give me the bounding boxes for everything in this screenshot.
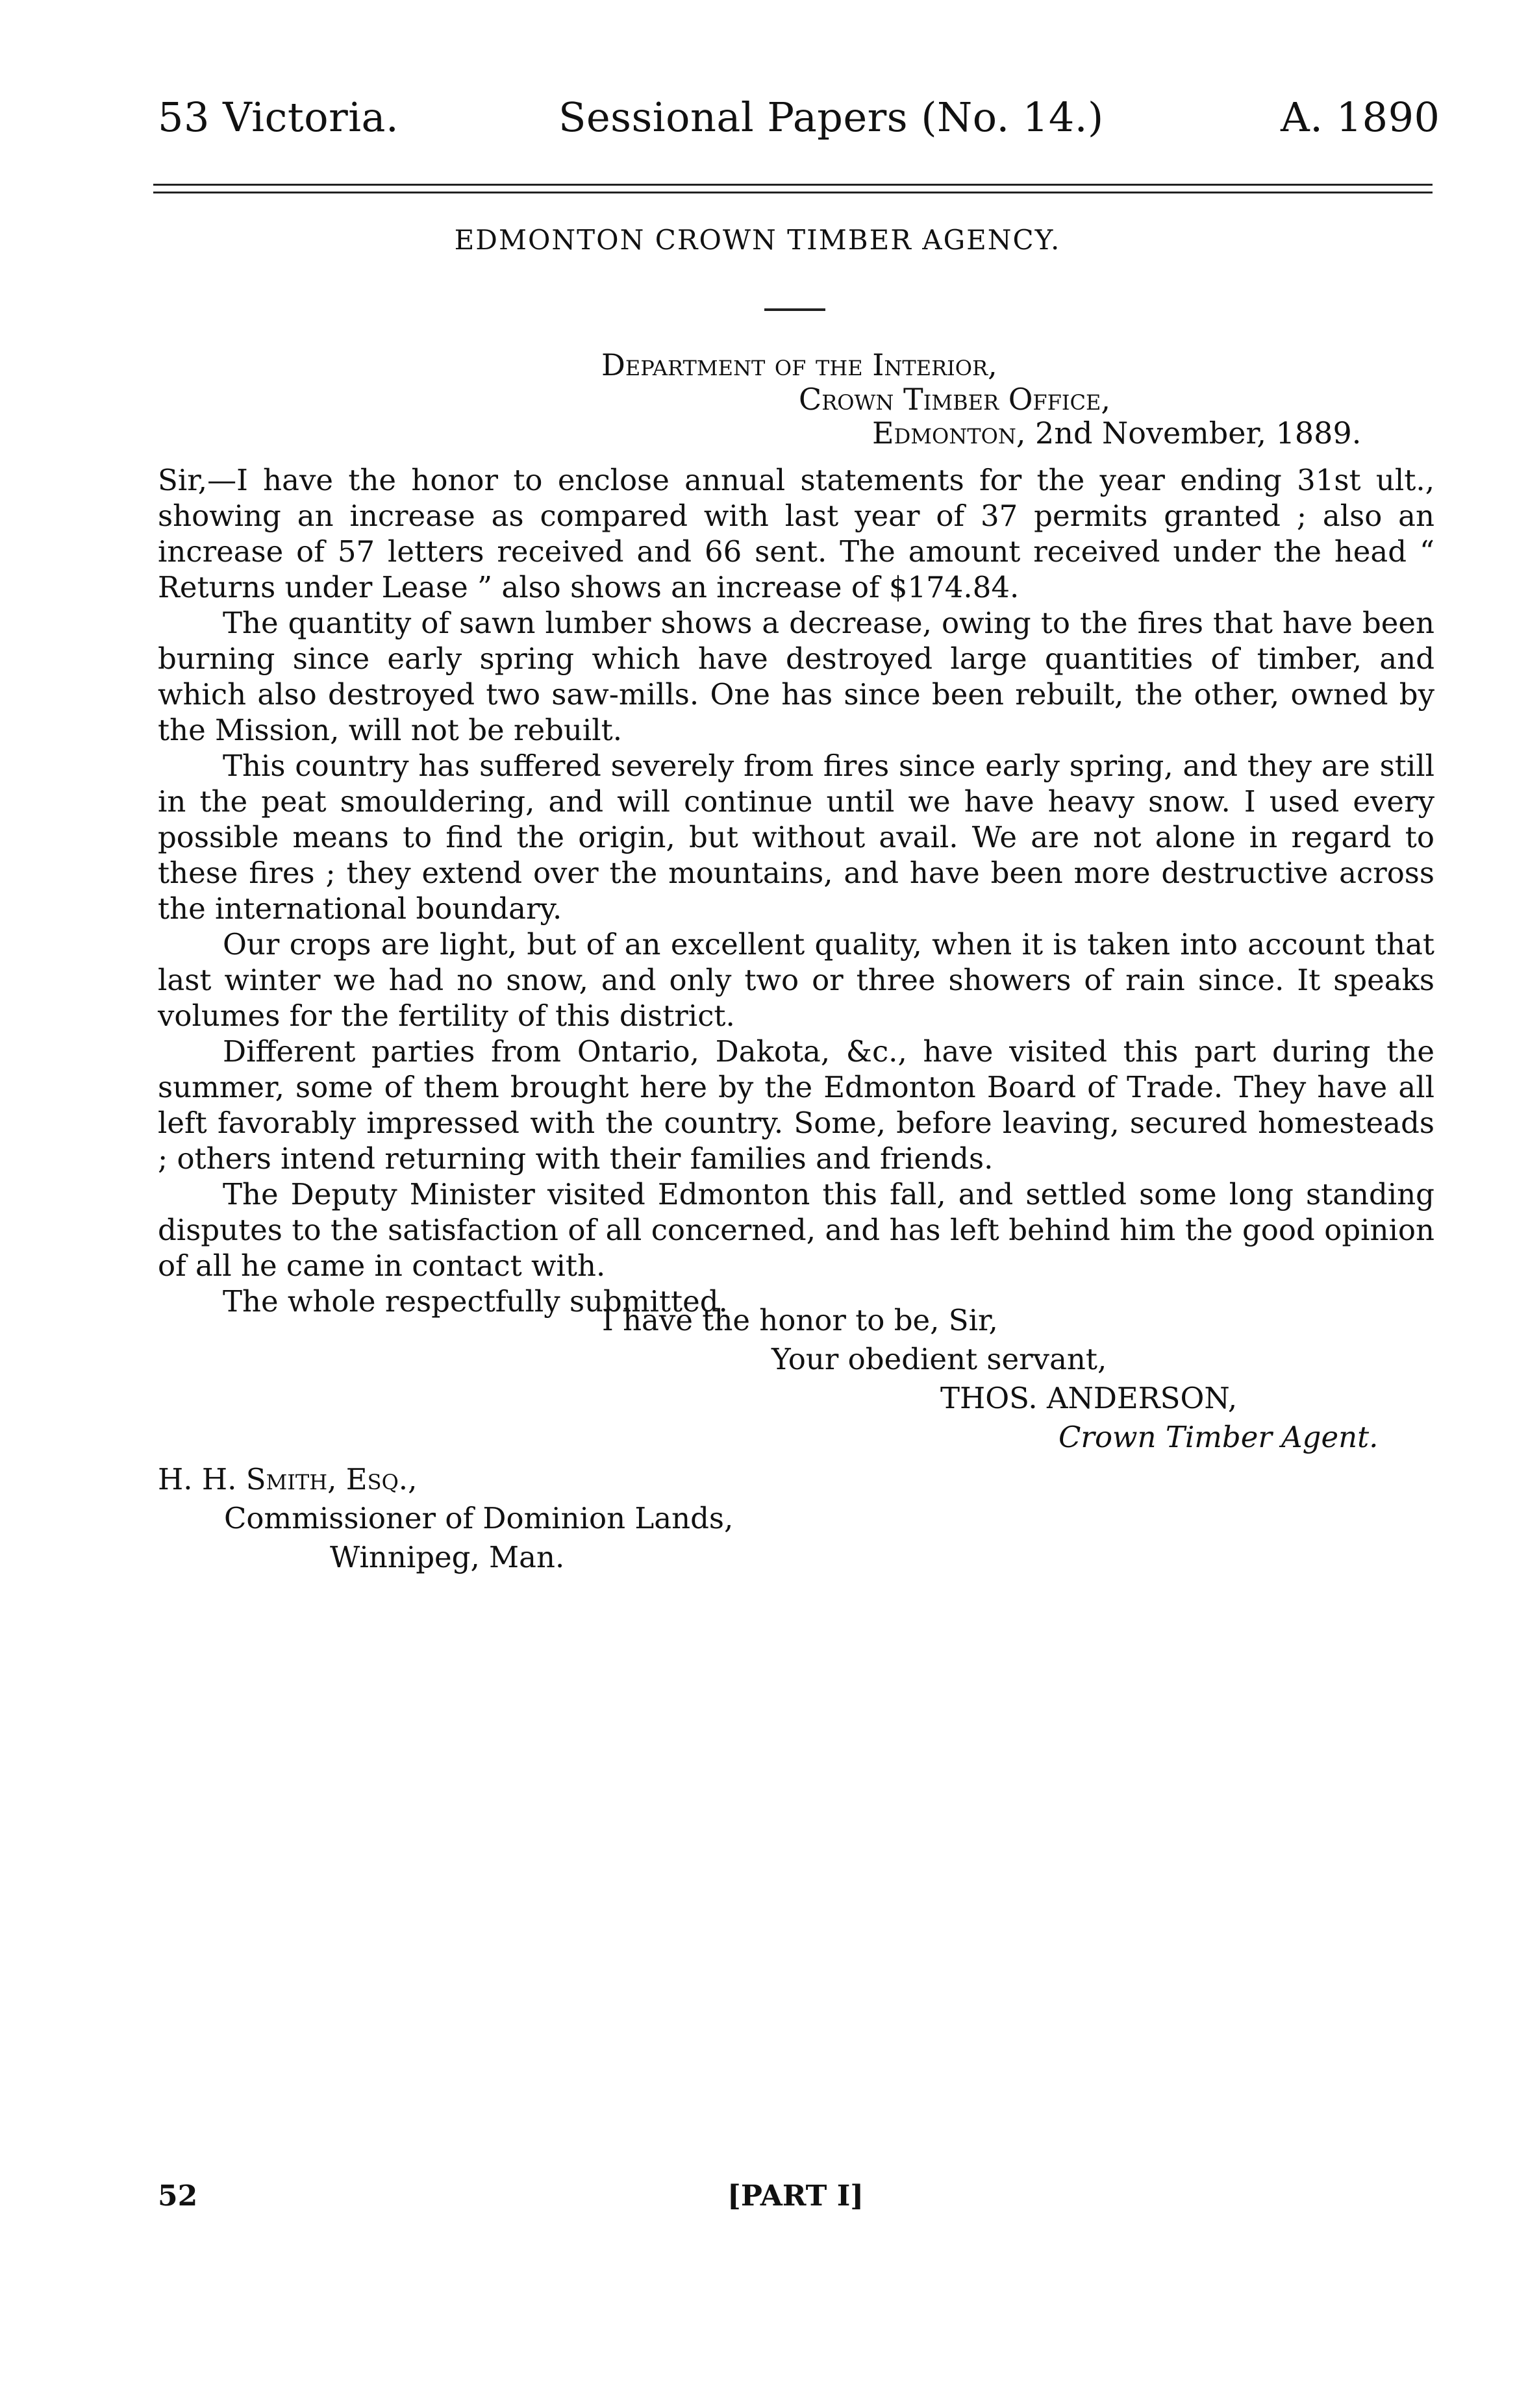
header-right: A. 1890 <box>1281 93 1440 141</box>
address-line-1: Department of the Interior, <box>601 347 997 382</box>
title-divider <box>764 308 825 311</box>
paragraph-4: Our crops are light, but of an excellent quality, when it is taken into account that last winter we had no snow, and only two or three showers of rain since. It speaks volumes for the fertility of this district. <box>158 927 1434 1033</box>
document-title: EDMONTON CROWN TIMBER AGENCY. <box>454 224 1061 256</box>
signatory-position: Crown Timber Agent. <box>1058 1420 1379 1454</box>
paragraph-6: The Deputy Minister visited Edmonton this fall, and settled some long standing disputes to the satisfaction of all concerned, and has left behind him the good opinion of all he came in contact with. <box>158 1177 1434 1283</box>
address-line-3 <box>872 416 1361 451</box>
letter-body <box>158 462 1434 1319</box>
closing-line-1: I have the honor to be, Sir, <box>602 1303 998 1337</box>
address-date: 2nd November, 1889. <box>1025 416 1362 451</box>
paragraph-3: This country has suffered severely from fires since early spring, and they are still in the peat smouldering, and will continue until we have heavy snow. I used every possible means to find the origin, but without avail. We are not alone in regard to these fires ; they extend over the mountains, and have been more destructive across the international boundary. <box>158 749 1434 926</box>
part-label: [PART I] <box>727 2179 864 2213</box>
page-number: 52 <box>158 2179 198 2213</box>
address-place: Edmonton, <box>872 416 1026 451</box>
paragraph-1: Sir,—I have the honor to enclose annual statements for the year ending 31st ult., showing an increase as compared with last year of 37 permits granted ; also an increase of 57 letters received and 66 sent. The amount received under the head “ Returns under Lease ” also shows an increase of $174.84. <box>158 463 1434 604</box>
recipient-location: Winnipeg, Man. <box>330 1540 565 1574</box>
header-rule-bottom <box>153 192 1433 193</box>
header-left: 53 Victoria. <box>158 93 399 141</box>
recipient-title: Commissioner of Dominion Lands, <box>224 1501 734 1535</box>
paragraph-7: The whole respectfully submitted. <box>223 1284 728 1319</box>
address-line-2: Crown Timber Office, <box>799 382 1110 417</box>
signatory-name: THOS. ANDERSON, <box>940 1381 1238 1415</box>
paragraph-2: The quantity of sawn lumber shows a decrease, owing to the fires that have been burning since early spring which have destroyed large quantities of timber, and which also destroyed two saw-mills. One has since been rebuilt, the other, owned by the Mission, will not be rebuilt. <box>158 606 1434 747</box>
recipient-name: H. H. Smith, Esq., <box>158 1462 418 1496</box>
header-center: Sessional Papers (No. 14.) <box>558 93 1104 141</box>
closing-line-2: Your obedient servant, <box>771 1342 1107 1376</box>
header-rule-top <box>153 184 1433 186</box>
paragraph-5: Different parties from Ontario, Dakota, &c., have visited this part during the summer, some of them brought here by the Edmonton Board of Trade. They have all left favorably impressed with the country. Some, before leaving, secured homesteads ; others intend returning with their families and friends. <box>158 1034 1434 1176</box>
